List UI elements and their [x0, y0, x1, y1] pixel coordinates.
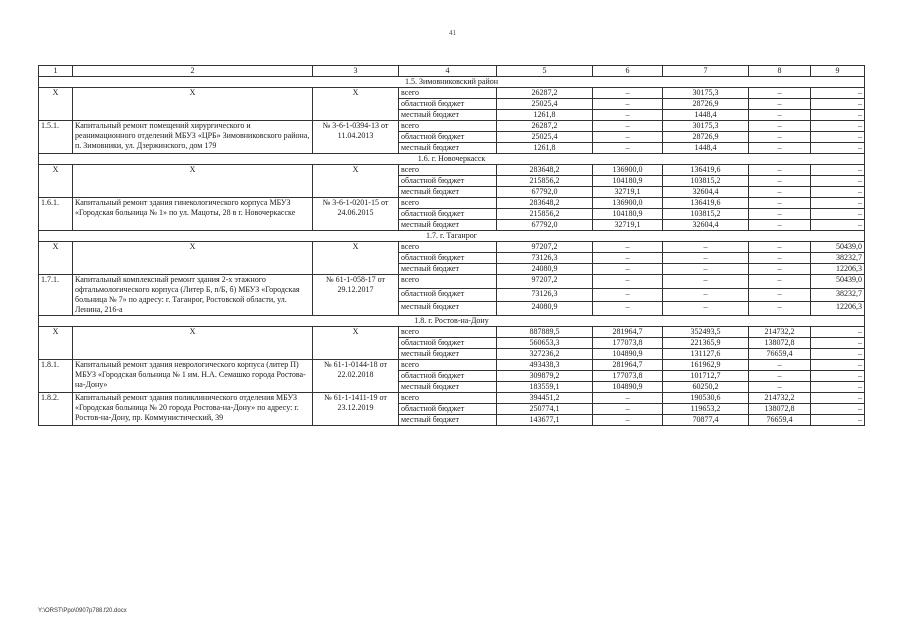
value-col8: –: [749, 382, 811, 393]
item-name: Капитальный ремонт здания гинекологического корпуса МБУЗ «Городская больница № 1» по ул. Мацоты, 28 в г. Новочеркасске: [73, 198, 313, 231]
item-number: X: [39, 327, 73, 360]
value-col5: 24080,9: [497, 264, 593, 275]
value-col6: 104180,9: [593, 209, 663, 220]
value-col9: –: [811, 209, 865, 220]
item-document: X: [313, 327, 399, 360]
funding-type: областной бюджет: [399, 99, 497, 110]
value-col7: 30175,3: [663, 121, 749, 132]
value-col5: 1261,8: [497, 110, 593, 121]
item-name: X: [73, 327, 313, 360]
funding-type: местный бюджет: [399, 302, 497, 316]
item-name: X: [73, 242, 313, 275]
value-col8: 76659,4: [749, 415, 811, 426]
value-col9: 12206,3: [811, 302, 865, 316]
value-col9: –: [811, 349, 865, 360]
value-col9: –: [811, 198, 865, 209]
value-col9: –: [811, 220, 865, 231]
value-col8: –: [749, 253, 811, 264]
value-col5: 67792,0: [497, 220, 593, 231]
value-col9: 38232,7: [811, 288, 865, 302]
funding-type: областной бюджет: [399, 371, 497, 382]
value-col5: 73126,3: [497, 253, 593, 264]
value-col5: 493438,3: [497, 360, 593, 371]
value-col5: 97207,2: [497, 275, 593, 289]
column-header: 1: [39, 66, 73, 77]
item-number: X: [39, 242, 73, 275]
value-col7: 136419,6: [663, 165, 749, 176]
item-name: Капитальный ремонт здания неврологического корпуса (литер П) МБУЗ «Городская больница № 1 им. Н.А. Семашко города Ростова-на-Дону»: [73, 360, 313, 393]
funding-type: всего: [399, 88, 497, 99]
value-col8: –: [749, 88, 811, 99]
value-col6: 104890,9: [593, 382, 663, 393]
value-col6: –: [593, 132, 663, 143]
value-col6: 32719,1: [593, 220, 663, 231]
value-col5: 25025,4: [497, 99, 593, 110]
item-number: 1.5.1.: [39, 121, 73, 154]
item-number: 1.7.1.: [39, 275, 73, 316]
section-title: 1.5. Зимовниковский район: [39, 77, 865, 88]
column-header: 5: [497, 66, 593, 77]
value-col6: –: [593, 415, 663, 426]
value-col8: –: [749, 264, 811, 275]
table-row: [39, 275, 865, 289]
section-row: [39, 231, 865, 242]
file-path-footer: Y:\ORST\Ppo\0907p788.f20.docx: [38, 608, 127, 614]
value-col8: –: [749, 187, 811, 198]
value-col5: 143677,1: [497, 415, 593, 426]
table-row: [39, 327, 865, 338]
value-col8: 138072,8: [749, 338, 811, 349]
value-col9: –: [811, 327, 865, 338]
funding-type: областной бюджет: [399, 132, 497, 143]
item-name: X: [73, 165, 313, 198]
column-header: 6: [593, 66, 663, 77]
value-col5: 97207,2: [497, 242, 593, 253]
value-col8: –: [749, 302, 811, 316]
value-col8: 214732,2: [749, 393, 811, 404]
item-number: 1.8.1.: [39, 360, 73, 393]
table-row: [39, 198, 865, 209]
value-col5: 283648,2: [497, 165, 593, 176]
value-col8: –: [749, 121, 811, 132]
value-col9: –: [811, 371, 865, 382]
value-col8: –: [749, 198, 811, 209]
funding-type: всего: [399, 198, 497, 209]
value-col6: 177073,8: [593, 338, 663, 349]
value-col6: –: [593, 110, 663, 121]
value-col5: 25025,4: [497, 132, 593, 143]
funding-type: местный бюджет: [399, 264, 497, 275]
table-row: [39, 242, 865, 253]
value-col6: –: [593, 275, 663, 289]
item-document: № 3-6-1-0201-15 от 24.06.2015: [313, 198, 399, 231]
value-col8: 214732,2: [749, 327, 811, 338]
value-col9: –: [811, 393, 865, 404]
column-header: 8: [749, 66, 811, 77]
value-col5: 309879,2: [497, 371, 593, 382]
value-col9: 12206,3: [811, 264, 865, 275]
value-col7: 32604,4: [663, 187, 749, 198]
value-col7: 190530,6: [663, 393, 749, 404]
value-col8: –: [749, 132, 811, 143]
item-number: X: [39, 165, 73, 198]
value-col8: –: [749, 110, 811, 121]
value-col7: 221365,9: [663, 338, 749, 349]
value-col7: 28726,9: [663, 99, 749, 110]
value-col7: 32604,4: [663, 220, 749, 231]
table-row: [39, 88, 865, 99]
value-col8: –: [749, 371, 811, 382]
funding-type: всего: [399, 393, 497, 404]
value-col7: 28726,9: [663, 132, 749, 143]
item-document: X: [313, 88, 399, 121]
funding-type: местный бюджет: [399, 143, 497, 154]
value-col6: –: [593, 288, 663, 302]
value-col7: 30175,3: [663, 88, 749, 99]
column-header: 4: [399, 66, 497, 77]
value-col9: 38232,7: [811, 253, 865, 264]
section-row: [39, 77, 865, 88]
value-col7: 119653,2: [663, 404, 749, 415]
value-col8: –: [749, 360, 811, 371]
value-col9: 50439,0: [811, 275, 865, 289]
table-body: [39, 66, 865, 426]
value-col6: –: [593, 253, 663, 264]
value-col9: –: [811, 99, 865, 110]
value-col7: 103815,2: [663, 209, 749, 220]
value-col9: –: [811, 88, 865, 99]
value-col5: 283648,2: [497, 198, 593, 209]
value-col9: –: [811, 132, 865, 143]
value-col7: 70877,4: [663, 415, 749, 426]
funding-type: всего: [399, 242, 497, 253]
funding-type: местный бюджет: [399, 110, 497, 121]
section-row: [39, 316, 865, 327]
value-col5: 26287,2: [497, 121, 593, 132]
item-document: № 61-1-058-17 от 29.12.2017: [313, 275, 399, 316]
value-col8: –: [749, 165, 811, 176]
value-col9: –: [811, 143, 865, 154]
table-row: [39, 360, 865, 371]
value-col5: 887889,5: [497, 327, 593, 338]
section-title: 1.7. г. Таганрог: [39, 231, 865, 242]
value-col9: –: [811, 338, 865, 349]
funding-type: областной бюджет: [399, 288, 497, 302]
page-number: 41: [449, 29, 456, 37]
value-col6: –: [593, 99, 663, 110]
value-col5: 215856,2: [497, 176, 593, 187]
column-header: 3: [313, 66, 399, 77]
value-col9: –: [811, 176, 865, 187]
budget-table: [38, 65, 865, 426]
value-col9: –: [811, 415, 865, 426]
funding-type: местный бюджет: [399, 382, 497, 393]
value-col7: –: [663, 288, 749, 302]
value-col6: 281964,7: [593, 360, 663, 371]
value-col6: 32719,1: [593, 187, 663, 198]
value-col9: –: [811, 382, 865, 393]
value-col8: –: [749, 143, 811, 154]
value-col7: 60250,2: [663, 382, 749, 393]
value-col8: –: [749, 176, 811, 187]
value-col6: –: [593, 404, 663, 415]
value-col5: 394451,2: [497, 393, 593, 404]
section-title: 1.6. г. Новочеркасск: [39, 154, 865, 165]
value-col8: –: [749, 242, 811, 253]
value-col7: 136419,6: [663, 198, 749, 209]
item-number: X: [39, 88, 73, 121]
funding-type: местный бюджет: [399, 220, 497, 231]
value-col9: –: [811, 404, 865, 415]
column-header: 7: [663, 66, 749, 77]
value-col5: 560653,3: [497, 338, 593, 349]
value-col5: 327236,2: [497, 349, 593, 360]
item-name: X: [73, 88, 313, 121]
funding-type: местный бюджет: [399, 415, 497, 426]
value-col8: –: [749, 275, 811, 289]
funding-type: всего: [399, 121, 497, 132]
value-col8: –: [749, 220, 811, 231]
value-col6: 136900,0: [593, 198, 663, 209]
value-col8: –: [749, 288, 811, 302]
funding-type: всего: [399, 165, 497, 176]
value-col9: –: [811, 360, 865, 371]
funding-type: всего: [399, 360, 497, 371]
funding-type: областной бюджет: [399, 209, 497, 220]
value-col7: 1448,4: [663, 110, 749, 121]
value-col9: –: [811, 165, 865, 176]
value-col7: 103815,2: [663, 176, 749, 187]
value-col8: –: [749, 209, 811, 220]
value-col7: 161962,9: [663, 360, 749, 371]
table-row: [39, 165, 865, 176]
column-header: 9: [811, 66, 865, 77]
item-document: X: [313, 165, 399, 198]
value-col5: 24080,9: [497, 302, 593, 316]
value-col6: –: [593, 143, 663, 154]
value-col7: –: [663, 253, 749, 264]
item-number: 1.6.1.: [39, 198, 73, 231]
value-col7: –: [663, 302, 749, 316]
value-col5: 67792,0: [497, 187, 593, 198]
value-col9: –: [811, 121, 865, 132]
value-col6: 104180,9: [593, 176, 663, 187]
value-col9: 50439,0: [811, 242, 865, 253]
value-col5: 183559,1: [497, 382, 593, 393]
value-col6: 177073,8: [593, 371, 663, 382]
item-document: № 61-1-0144-18 от 22.02.2018: [313, 360, 399, 393]
header-row: [39, 66, 865, 77]
value-col9: –: [811, 110, 865, 121]
value-col7: –: [663, 242, 749, 253]
value-col6: 104890,9: [593, 349, 663, 360]
value-col6: –: [593, 393, 663, 404]
value-col6: –: [593, 242, 663, 253]
funding-type: областной бюджет: [399, 404, 497, 415]
value-col5: 73126,3: [497, 288, 593, 302]
section-title: 1.8. г. Ростов-на-Дону: [39, 316, 865, 327]
value-col6: –: [593, 264, 663, 275]
value-col8: 76659,4: [749, 349, 811, 360]
column-header: 2: [73, 66, 313, 77]
value-col7: –: [663, 275, 749, 289]
value-col8: –: [749, 99, 811, 110]
value-col8: 138072,8: [749, 404, 811, 415]
table-row: [39, 121, 865, 132]
funding-type: областной бюджет: [399, 253, 497, 264]
item-name: Капитальный ремонт здания поликлинического отделения МБУЗ «Городская больница № 20 города Ростова-на-Дону» по адресу: г. Ростов-на-Дону, пр. Коммунистический, 39: [73, 393, 313, 426]
value-col7: 1448,4: [663, 143, 749, 154]
value-col5: 215856,2: [497, 209, 593, 220]
value-col7: –: [663, 264, 749, 275]
funding-type: местный бюджет: [399, 187, 497, 198]
table-row: [39, 393, 865, 404]
value-col7: 352493,5: [663, 327, 749, 338]
item-document: № 3-6-1-0394-13 от 11.04.2013: [313, 121, 399, 154]
value-col6: –: [593, 121, 663, 132]
value-col5: 250774,1: [497, 404, 593, 415]
value-col7: 131127,6: [663, 349, 749, 360]
value-col6: –: [593, 88, 663, 99]
value-col6: –: [593, 302, 663, 316]
section-row: [39, 154, 865, 165]
item-number: 1.8.2.: [39, 393, 73, 426]
value-col6: 281964,7: [593, 327, 663, 338]
item-name: Капитальный ремонт помещений хирургического и реанимационного отделений МБУЗ «ЦРБ» Зимовниковского района, п. Зимовники, ул. Дзержинского, дом 179: [73, 121, 313, 154]
funding-type: местный бюджет: [399, 349, 497, 360]
value-col6: 136900,0: [593, 165, 663, 176]
funding-type: всего: [399, 327, 497, 338]
value-col5: 26287,2: [497, 88, 593, 99]
item-name: Капитальный комплексный ремонт здания 2-х этажного офтальмологического корпуса (Литер Б, п/Б, б) МБУЗ «Городская больница № 7» по адресу: г. Таганрог, Ростовской области, ул. Ленина, 216-а: [73, 275, 313, 316]
value-col9: –: [811, 187, 865, 198]
item-document: № 61-1-1411-19 от 23.12.2019: [313, 393, 399, 426]
funding-type: областной бюджет: [399, 176, 497, 187]
item-document: X: [313, 242, 399, 275]
value-col5: 1261,8: [497, 143, 593, 154]
funding-type: областной бюджет: [399, 338, 497, 349]
funding-type: всего: [399, 275, 497, 289]
value-col7: 101712,7: [663, 371, 749, 382]
